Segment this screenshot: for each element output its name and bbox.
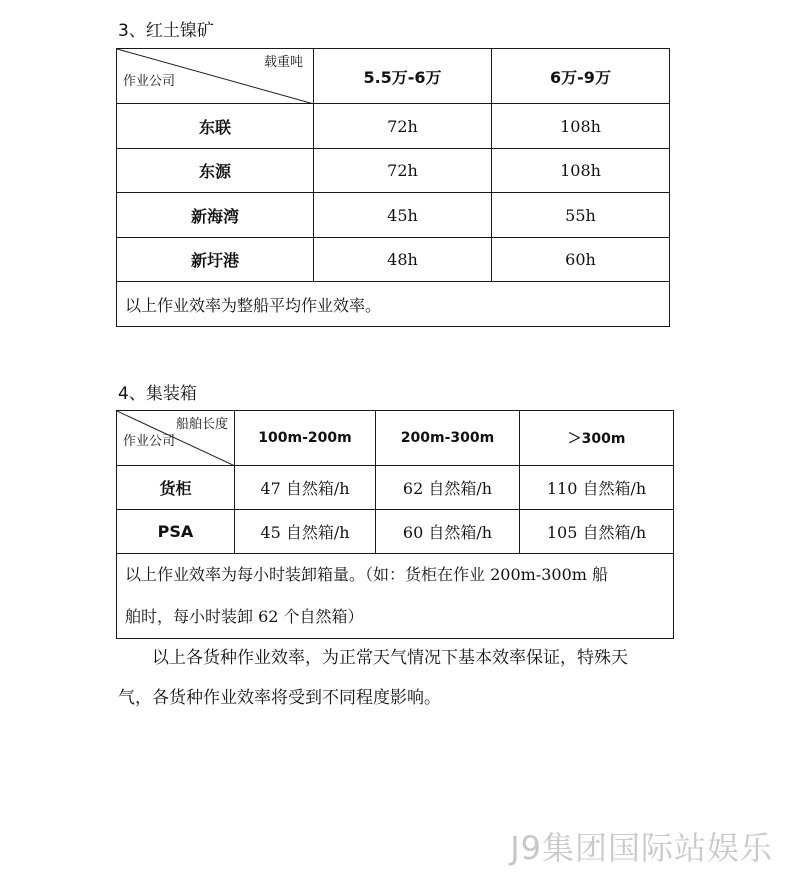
company-name: 新海湾: [117, 193, 314, 238]
table-cell: 62 自然箱/h: [376, 466, 520, 510]
company-name: 东联: [117, 104, 314, 149]
table-note: 以上作业效率为整船平均作业效率。: [117, 282, 670, 327]
company-name: PSA: [117, 510, 235, 554]
table-cell: 60h: [492, 238, 670, 282]
footer-paragraph: [118, 638, 678, 718]
table-row: [117, 149, 670, 193]
column-header: 6万-9万: [492, 49, 670, 104]
company-name: 东源: [117, 149, 314, 193]
table-cell: 72h: [314, 149, 492, 193]
diag-top-label: 载重吨: [263, 55, 303, 70]
table-cell: 47 自然箱/h: [235, 466, 376, 510]
table-cell: 110 自然箱/h: [520, 466, 674, 510]
laterite-nickel-table: [116, 48, 670, 327]
watermark: J9集团国际站娱乐: [510, 829, 773, 867]
section4-heading: 4、集装箱: [118, 384, 197, 404]
company-name: 货柜: [117, 466, 235, 510]
table-note: [117, 554, 674, 639]
table-row: [117, 104, 670, 149]
column-header: 5.5万-6万: [314, 49, 492, 104]
diagonal-header-cell: [117, 49, 314, 104]
table-cell: 108h: [492, 149, 670, 193]
table-cell: 45h: [314, 193, 492, 238]
table-cell: 48h: [314, 238, 492, 282]
column-header: ＞300m: [520, 411, 674, 466]
table-row: [117, 466, 674, 510]
diagonal-header-cell: [117, 411, 235, 466]
table-cell: 45 自然箱/h: [235, 510, 376, 554]
section3-heading: 3、红土镍矿: [118, 21, 214, 41]
container-table: [116, 410, 674, 639]
table-cell: 108h: [492, 104, 670, 149]
table-cell: 105 自然箱/h: [520, 510, 674, 554]
diag-bottom-label: 作业公司: [123, 434, 176, 449]
table-cell: 72h: [314, 104, 492, 149]
note-line: 舶时，每小时装卸 62 个自然箱）: [125, 607, 364, 626]
paragraph-line: 以上各货种作业效率，为正常天气情况下基本效率保证，特殊天: [152, 648, 628, 668]
table-cell: 60 自然箱/h: [376, 510, 520, 554]
table-cell: 55h: [492, 193, 670, 238]
paragraph-line: 气，各货种作业效率将受到不同程度影响。: [118, 688, 441, 708]
note-line: 以上作业效率为每小时装卸箱量。（如：货柜在作业 200m-300m 船: [125, 565, 609, 584]
column-header: 100m-200m: [235, 411, 376, 466]
column-header: 200m-300m: [376, 411, 520, 466]
table-row: [117, 238, 670, 282]
diag-top-label: 船舶长度: [175, 417, 228, 432]
table-row: [117, 510, 674, 554]
company-name: 新圩港: [117, 238, 314, 282]
table-row: [117, 193, 670, 238]
diag-bottom-label: 作业公司: [123, 74, 176, 89]
